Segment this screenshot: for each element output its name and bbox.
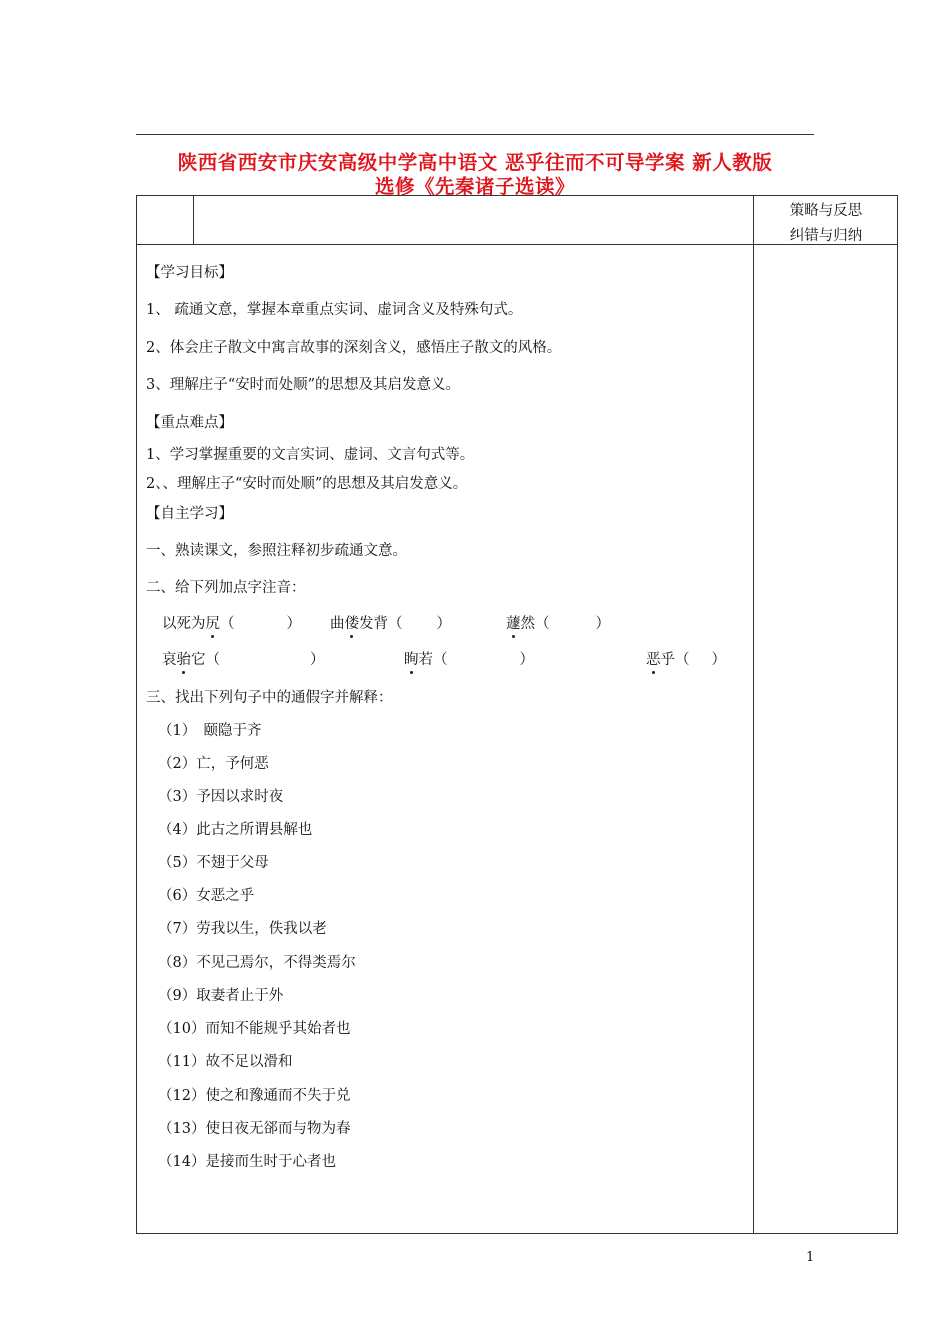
sentence-item: （4）此古之所谓县解也 [158,822,313,838]
goal-item-1: 1、 疏通文意，掌握本章重点实词、虚词含义及特殊句式。 [146,302,523,318]
sentence-item: （7）劳我以生，佚我以老 [158,921,327,937]
sentence-item: （1） 颐隐于齐 [158,723,262,739]
pinyin-item: 以死为尻（ ） [162,612,301,633]
sentence-item: （5）不翅于父母 [158,855,269,871]
sentence-item: （11）故不足以滑和 [158,1054,293,1070]
sentence-item: （13）使日夜无郤而与物为春 [158,1121,351,1137]
goals-heading: 【学习目标】 [146,265,233,281]
sentence-item: （14）是接而生时于心者也 [158,1154,336,1170]
sentence-item: （9）取妻者止于外 [158,988,284,1004]
side-header-line1: 策略与反思 [789,203,863,219]
pinyin-item: 蘧然（ ） [506,612,610,633]
self-study-heading: 【自主学习】 [146,506,233,522]
dotted-char: 骀 [177,648,192,669]
sentence-item: （10）而知不能规乎其始者也 [158,1021,351,1037]
sentence-item: （6）女恶之乎 [158,888,255,904]
pinyin-item: 曲偻发背（ ） [330,612,451,633]
document-title-line1: 陕西省西安市庆安高级中学高中语文 恶乎往而不可导学案 新人教版 [177,151,773,174]
self-study-step3: 三、找出下列句子中的通假字并解释： [146,690,393,706]
key-point-2: 2、、理解庄子“安时而处顺”的思想及其启发意义。 [146,476,468,492]
pinyin-item: 眴若（ ） [404,648,534,669]
goal-item-3: 3、理解庄子“安时而处顺”的思想及其启发意义。 [146,377,461,393]
sentence-item: （12）使之和豫通而不失于兑 [158,1088,351,1104]
sentence-item: （3）予因以求时夜 [158,789,284,805]
sentence-item: （2）亡，予何恶 [158,756,269,772]
table-divider-side [753,195,754,1234]
self-study-step1: 一、熟读课文，参照注释初步疏通文意。 [146,543,407,559]
key-points-heading: 【重点难点】 [146,415,233,431]
dotted-char: 恶 [646,648,661,669]
dotted-char: 尻 [206,612,221,633]
key-point-1: 1、学习掌握重要的文言实词、虚词、文言句式等。 [146,447,475,463]
sentence-item: （8）不见己焉尔，不得类焉尔 [158,955,356,971]
side-header-line2: 纠错与归纳 [789,228,863,244]
page-number: 1 [806,1250,815,1265]
header-rule [136,134,814,135]
pinyin-item: 哀骀它（ ） [162,648,325,669]
dotted-char: 偻 [345,612,360,633]
self-study-step2: 二、给下列加点字注音： [146,580,306,596]
pinyin-item: 恶乎（ ） [646,648,726,669]
table-divider-narrow [193,195,194,244]
document-title-line2: 选修《先秦诸子选读》 [374,175,575,198]
dotted-char: 蘧 [506,612,521,633]
goal-item-2: 2、体会庄子散文中寓言故事的深刻含义，感悟庄子散文的风格。 [146,340,562,356]
dotted-char: 眴 [404,648,419,669]
